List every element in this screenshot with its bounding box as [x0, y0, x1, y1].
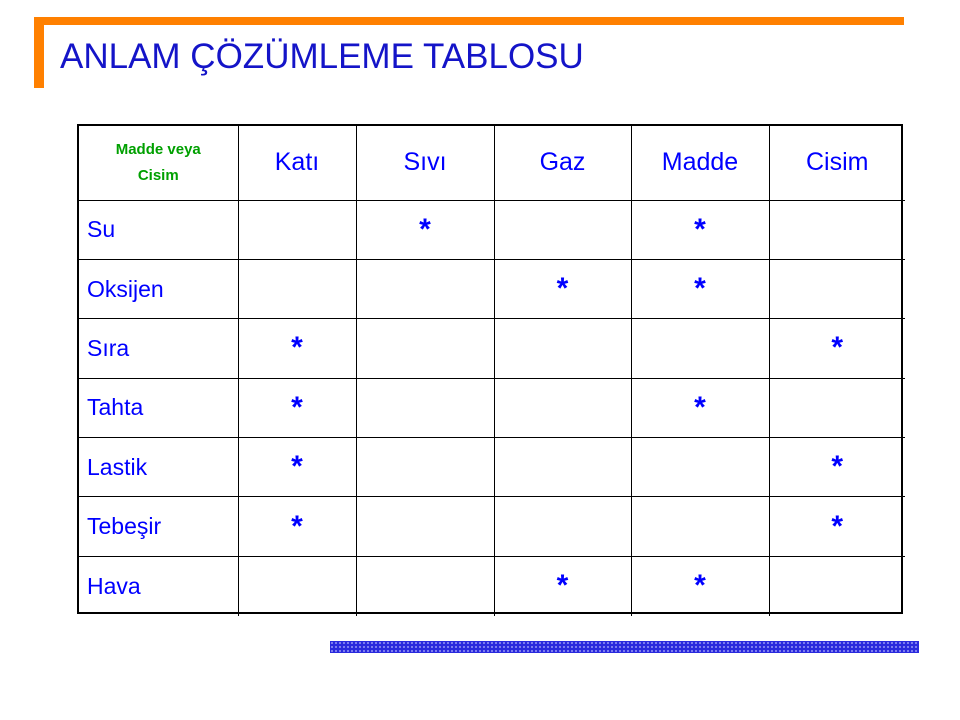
table-row — [79, 438, 905, 497]
table-cell: * — [238, 497, 356, 556]
table-cell — [631, 497, 769, 556]
slide-title: ANLAM ÇÖZÜMLEME TABLOSU — [60, 37, 584, 76]
table-cell — [356, 259, 494, 318]
column-header-kati: Katı — [238, 126, 356, 200]
table-body — [79, 200, 905, 616]
decorative-dotted-strip — [330, 641, 919, 653]
table-cell — [238, 259, 356, 318]
table-cell: * — [238, 438, 356, 497]
table-cell: * — [631, 556, 769, 615]
table-cell: * — [631, 259, 769, 318]
accent-bar-top — [34, 17, 904, 25]
corner-header-line-1: Madde veya — [115, 140, 201, 158]
table-row — [79, 378, 905, 437]
row-label: Oksijen — [79, 259, 238, 318]
table-cell — [631, 438, 769, 497]
row-label: Lastik — [79, 438, 238, 497]
table-cell — [356, 438, 494, 497]
row-label: Su — [79, 200, 238, 259]
table-row — [79, 319, 905, 378]
row-label: Tebeşir — [79, 497, 238, 556]
corner-header — [79, 126, 238, 200]
table-cell — [238, 200, 356, 259]
table-cell — [769, 259, 905, 318]
table-cell — [494, 200, 631, 259]
column-header-cisim: Cisim — [769, 126, 905, 200]
row-label: Sıra — [79, 319, 238, 378]
table-cell — [494, 438, 631, 497]
table-cell — [769, 556, 905, 615]
table-row — [79, 259, 905, 318]
analysis-table-frame — [77, 124, 903, 614]
table-cell — [356, 319, 494, 378]
table-cell — [494, 378, 631, 437]
table-cell — [356, 556, 494, 615]
table-cell: * — [631, 200, 769, 259]
column-header-gaz: Gaz — [494, 126, 631, 200]
table-cell: * — [356, 200, 494, 259]
column-header-sivi: Sıvı — [356, 126, 494, 200]
table-cell: * — [769, 438, 905, 497]
table-cell — [356, 497, 494, 556]
table-cell: * — [494, 556, 631, 615]
table-cell — [238, 556, 356, 615]
table-row — [79, 200, 905, 259]
row-label: Hava — [79, 556, 238, 615]
table-row — [79, 497, 905, 556]
table-cell: * — [238, 319, 356, 378]
table-cell — [494, 319, 631, 378]
table-cell — [769, 378, 905, 437]
corner-header-line-2: Cisim — [137, 166, 179, 184]
table-cell: * — [769, 497, 905, 556]
table-cell: * — [769, 319, 905, 378]
table-cell: * — [494, 259, 631, 318]
table-cell — [494, 497, 631, 556]
accent-bar-left — [34, 17, 44, 88]
row-label: Tahta — [79, 378, 238, 437]
table-cell — [631, 319, 769, 378]
column-header-madde: Madde — [631, 126, 769, 200]
table-cell — [356, 378, 494, 437]
table-cell: * — [631, 378, 769, 437]
table-cell — [769, 200, 905, 259]
analysis-table — [79, 126, 905, 616]
header-row — [79, 126, 905, 200]
table-row — [79, 556, 905, 615]
table-cell: * — [238, 378, 356, 437]
